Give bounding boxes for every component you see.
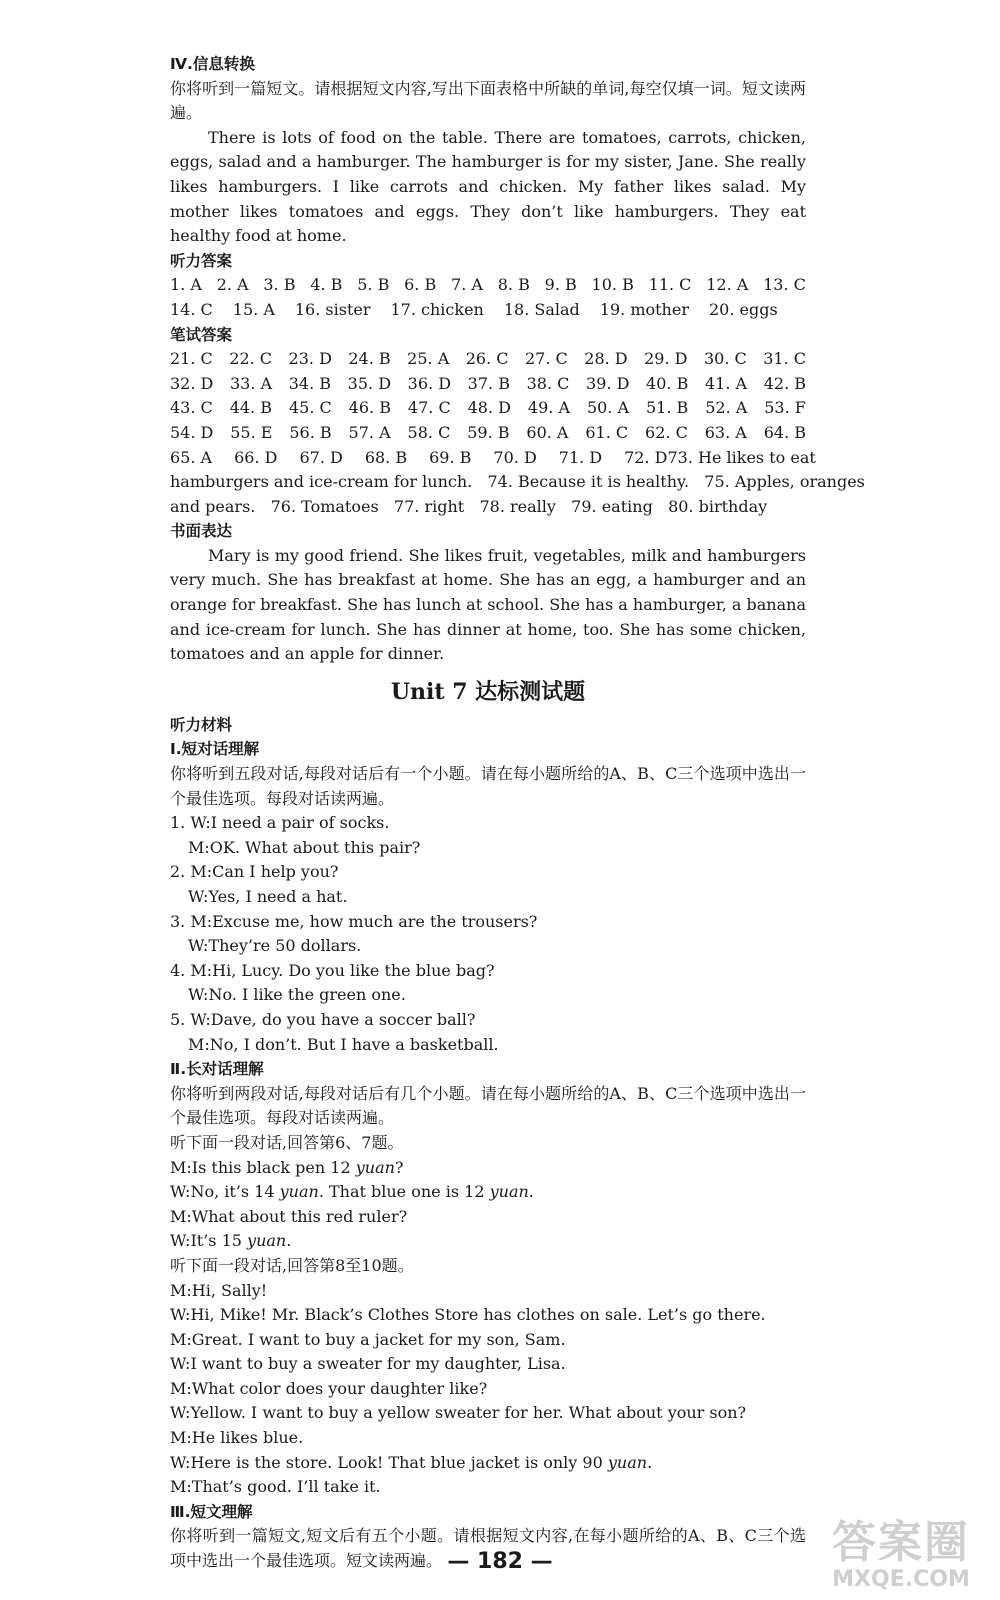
answer-item: 13. C [763,275,806,295]
section-instruction: 你将听到五段对话,每段对话后有一个小题。请在每小题所给的A、B、C三个选项中选出一个最佳选项。每段对话读两遍。 [170,764,806,808]
page-content [170,52,865,1574]
answer-item: 7. A [451,275,483,295]
answer-item: 55. E [230,422,273,442]
dialog-line: 2. M:Can I help you? [170,862,339,882]
answer-item: 18. Salad [503,299,580,319]
dialog-line: 5. W:Dave, do you have a soccer ball? [170,1009,476,1029]
dialog-line: W:It’s 15 yuan. [170,1231,292,1251]
answer-item: 1. A [170,275,202,295]
answer-row-start [170,446,667,471]
answer-item: 6. B [404,275,437,295]
section-heading: Ⅰ.短对话理解 [170,740,260,759]
answer-item: 28. D [584,349,628,369]
section-heading: Ⅲ.短文理解 [170,1502,253,1521]
unit-title: Unit 7 达标测试题 [390,678,586,705]
answer-item: 22. C [229,349,273,369]
answer-item: 35. D [347,373,392,393]
answer-item: 45. C [288,398,332,418]
answer-item: 62. C [645,422,688,442]
answer-item: 23. D [288,349,332,369]
answer-item: 15. A [232,299,275,319]
answer-item: 9. B [544,275,577,295]
dialog-line: M:No, I don’t. But I have a basketball. [188,1034,499,1054]
answer-item: 64. B [763,422,806,442]
answer-item: 48. D [467,398,511,418]
answer-row [170,298,806,323]
answer-item: 34. B [288,373,332,393]
dialog-line: M:He likes blue. [170,1428,304,1448]
answer-item: 21. C [170,349,213,369]
section-instruction: 你将听到一篇短文。请根据短文内容,写出下面表格中所缺的单词,每空仅填一词。短文读两遍。 [170,78,806,123]
answer-row [170,421,806,446]
dialog-line: W:Hi, Mike! Mr. Black’s Clothes Store has clothes on sale. Let’s go there. [170,1305,766,1325]
answer-row [170,347,806,372]
answer-grid [170,347,806,445]
answer-row [170,396,806,421]
dialog-line: M:Hi, Sally! [170,1280,268,1300]
dialog-line: W:Here is the store. Look! That blue jacket is only 90 yuan. [170,1452,653,1472]
answer-item: 50. A [586,398,630,418]
answer-item: 63. A [704,422,747,442]
dialog-line: 3. M:Excuse me, how much are the trousers? [170,911,538,931]
answer-item: 20. eggs [708,299,778,319]
dialog-line: W:Yellow. I want to buy a yellow sweater for her. What about your son? [170,1403,747,1423]
answer-item: 43. C [170,398,213,418]
answer-item: 32. D [170,373,214,393]
answer-item: 59. B [467,422,510,442]
answer-item: 53. F [764,398,806,418]
answer-item: 17. chicken [390,299,484,319]
answer-item: 52. A [705,398,748,418]
writing-heading: 书面表达 [170,522,233,541]
dialog-line: W:No. I like the green one. [188,985,406,1005]
listening-answers-heading: 听力答案 [170,251,233,270]
section-instruction: 你将听到一篇短文,短文后有五个小题。请根据短文内容,在每小题所给的A、B、C三个选项中选出一个最佳选项。短文读两遍。 [170,1526,806,1571]
page-number: — 182 — [447,1549,553,1574]
answer-item: 25. A [407,349,450,369]
dialog-line: M:Great. I want to buy a jacket for my son, Sam. [170,1329,566,1349]
watermark-text: 答案圈 [832,1517,970,1568]
answer-item: 57. A [348,422,391,442]
dialog-line: W:No, it’s 14 yuan. That blue one is 12 yuan. [170,1182,534,1202]
answer-item: 65. A [170,447,213,467]
dialog-line: M:Is this black pen 12 yuan? [170,1157,404,1177]
written-answers-heading: 笔试答案 [170,325,233,344]
answer-item: 37. B [467,373,510,393]
dialog-line: M:That’s good. I’ll take it. [170,1477,381,1497]
dialog-line: W:Yes, I need a hat. [188,887,348,906]
answer-item: 47. C [407,398,451,418]
answer-item: 71. D [558,447,603,467]
answer-item: 69. B [429,447,472,467]
dialog-line: 4. M:Hi, Lucy. Do you like the blue bag? [170,960,495,980]
answer-item: 24. B [348,349,391,369]
answer-item: 60. A [526,422,569,442]
answer-item: 70. D [493,447,537,467]
answer-line: and pears. 76. Tomatoes 77. right 78. really 79. eating 80. birthday [170,496,768,516]
answer-row [170,446,816,471]
answer-item: 49. A [527,398,571,418]
answer-item: 4. B [310,275,343,295]
dialog-list [170,811,806,1057]
answer-item: 51. B [645,398,689,418]
answer-item: 31. C [763,349,806,369]
answer-item: 38. C [526,373,570,393]
dialog-line: W:I want to buy a sweater for my daughter, Lisa. [170,1354,566,1374]
answer-item: 67. D [299,447,343,467]
section-instruction: 你将听到两段对话,每段对话后有几个小题。请在每小题所给的A、B、C三个选项中选出一个最佳选项。每段对话读两遍。 [170,1083,806,1128]
answer-item: 16. sister [294,299,371,319]
answer-item: 26. C [465,349,509,369]
answer-item: 11. C [648,275,692,295]
listening-passage: There is lots of food on the table. There are tomatoes, carrots, chicken, eggs, salad and a hamburger. The hamburger is for my sister, Jane. She really likes hamburgers. I like carrots and chicken. My father likes salad. My mother likes tomatoes and eggs. They don’t like hamburgers. They eat healthy food at home. [170,127,806,246]
answer-item: 29. D [644,349,688,369]
answer-item: 42. B [763,373,806,393]
answer-item: 58. C [407,422,451,442]
answer-item: 61. C [585,422,629,442]
answer-item: 27. C [525,349,568,369]
answer-line: hamburgers and ice-cream for lunch. 74. Because it is healthy. 75. Apples, oranges [170,472,865,492]
answer-item: 8. B [497,275,530,295]
section-heading: Ⅳ.信息转换 [170,55,255,73]
dialog-intro: 听下面一段对话,回答第6、7题。 [170,1132,404,1152]
watermark-url: MXQE.COM [832,1567,970,1592]
writing-sample: Mary is my good friend. She likes fruit, vegetables, milk and hamburgers very much. She has breakfast at home. She has an egg, a hamburger and an orange for breakfast. She has lunch at school. She has a hamburger, a banana and ice-cream for lunch. She has dinner at home, too. She has some chicken, tomatoes and an apple for dinner. [170,545,806,664]
dialog-line: 1. W:I need a pair of socks. [170,813,390,833]
answer-item: 68. B [364,447,408,467]
dialog-line: M:What about this red ruler? [170,1206,408,1226]
section-heading: Ⅱ.长对话理解 [170,1060,264,1079]
answer-item: 46. B [348,398,391,418]
answer-item: 2. A [216,275,249,295]
dialog-line: W:They’re 50 dollars. [188,936,362,956]
answer-item: 33. A [230,373,273,393]
answer-item: 54. D [170,422,214,442]
answer-item: 19. mother [599,299,689,319]
answer-item: 3. B [263,275,296,295]
answer-item: 39. D [586,373,630,393]
answer-item: 72. D [624,447,668,467]
materials-heading: 听力材料 [170,715,233,734]
answer-73: 73. He likes to eat [667,447,816,467]
answer-item: 14. C [170,299,213,319]
watermark-logo [832,1518,970,1592]
answer-item: 12. A [706,275,749,295]
answer-item: 5. B [357,275,390,295]
answer-item: 44. B [229,398,273,418]
dialog [170,1156,806,1254]
answer-row [170,372,806,397]
dialog [170,1279,806,1500]
answer-item: 41. A [704,373,748,393]
answer-item: 56. B [289,422,332,442]
answer-item: 40. B [646,373,689,393]
dialog-line: M:OK. What about this pair? [188,837,421,857]
dialog-line: M:What color does your daughter like? [170,1378,488,1398]
answer-item: 36. D [407,373,452,393]
answer-item: 66. D [234,447,278,467]
answer-row [170,273,806,298]
answer-item: 10. B [591,275,634,295]
answer-item: 30. C [703,349,747,369]
dialog-intro: 听下面一段对话,回答第8至10题。 [170,1255,414,1275]
